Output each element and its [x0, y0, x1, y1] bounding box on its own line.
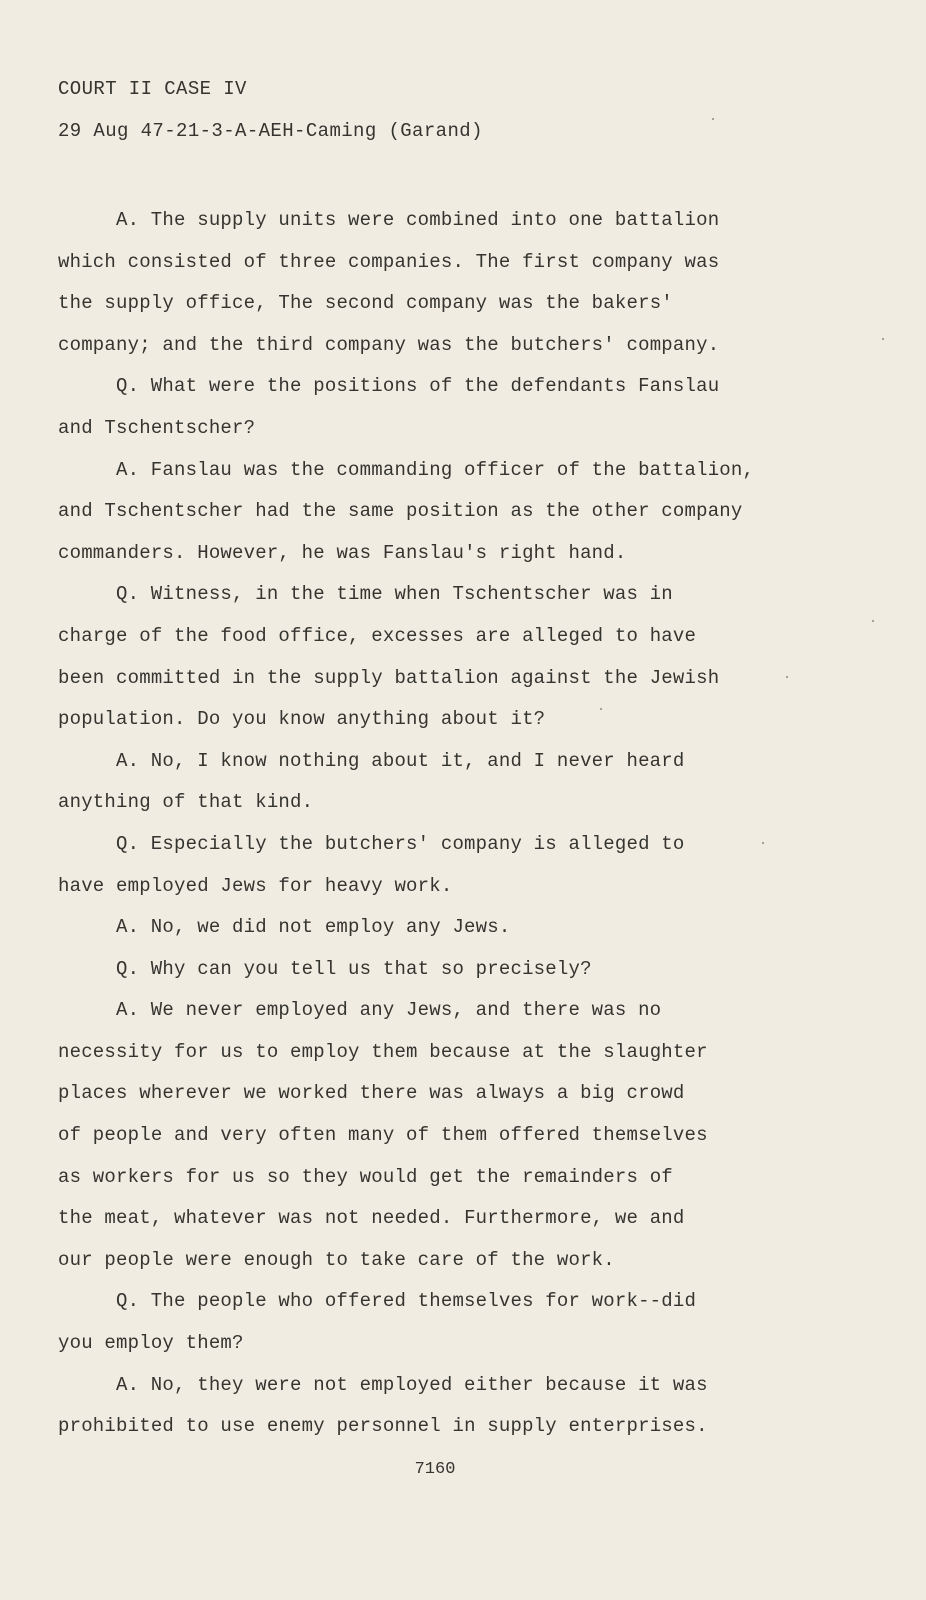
transcript-line: charge of the food office, excesses are alleged to have — [58, 624, 697, 647]
transcript-line: of people and very often many of them offered themselves — [58, 1124, 708, 1147]
transcript-line: A. We never employed any Jews, and there was no — [116, 999, 662, 1022]
transcript-line: the supply office, The second company was the bakers' — [58, 292, 673, 315]
transcript-line: prohibited to use enemy personnel in supply enterprises. — [58, 1415, 708, 1438]
paper-speck — [600, 708, 602, 710]
transcript-line: been committed in the supply battalion against the Jewish — [58, 666, 720, 689]
paper-speck — [786, 676, 788, 678]
transcript-line: Q. Witness, in the time when Tschentscher was in — [116, 583, 673, 606]
transcript-line: A. The supply units were combined into one battalion — [116, 209, 720, 231]
transcript-line: the meat, whatever was not needed. Furthermore, we and — [58, 1207, 685, 1230]
transcript-line: have employed Jews for heavy work. — [58, 874, 453, 897]
transcript-line: and Tschentscher? — [58, 416, 256, 439]
paper-speck — [872, 620, 874, 622]
transcript-body — [58, 200, 858, 1448]
transcript-line: Q. What were the positions of the defendants Fanslau — [116, 375, 720, 398]
court-case-header: COURT II CASE IV — [58, 78, 247, 100]
transcript-line: and Tschentscher had the same position as the other company — [58, 500, 743, 523]
transcript-line: as workers for us so they would get the remainders of — [58, 1165, 673, 1188]
transcript-line: Q. Why can you tell us that so precisely? — [116, 957, 592, 980]
transcript-line: necessity for us to employ them because at the slaughter — [58, 1040, 708, 1063]
page-number: 7160 — [414, 1460, 456, 1479]
transcript-line: commanders. However, he was Fanslau's right hand. — [58, 541, 627, 564]
paper-speck — [882, 338, 884, 340]
transcript-line: A. No, they were not employed either because it was — [116, 1373, 708, 1396]
transcript-line: places wherever we worked there was always a big crowd — [58, 1082, 685, 1105]
transcript-line: our people were enough to take care of the work. — [58, 1248, 615, 1271]
transcript-line: population. Do you know anything about it? — [58, 708, 546, 731]
paper-speck — [762, 842, 764, 844]
transcript-line: A. No, I know nothing about it, and I never heard — [116, 749, 685, 772]
transcript-line: A. Fanslau was the commanding officer of the battalion, — [116, 458, 755, 481]
transcript-reference: 29 Aug 47-21-3-A-AEH-Caming (Garand) — [58, 120, 483, 142]
paper-speck — [712, 118, 714, 120]
transcript-line: company; and the third company was the butchers' company. — [58, 333, 720, 356]
transcript-line: anything of that kind. — [58, 791, 314, 814]
transcript-line: which consisted of three companies. The first company was — [58, 250, 720, 273]
transcript-line: A. No, we did not employ any Jews. — [116, 916, 511, 939]
transcript-line: you employ them? — [58, 1332, 244, 1355]
transcript-line: Q. Especially the butchers' company is alleged to — [116, 832, 685, 855]
transcript-line: Q. The people who offered themselves for work--did — [116, 1290, 697, 1313]
